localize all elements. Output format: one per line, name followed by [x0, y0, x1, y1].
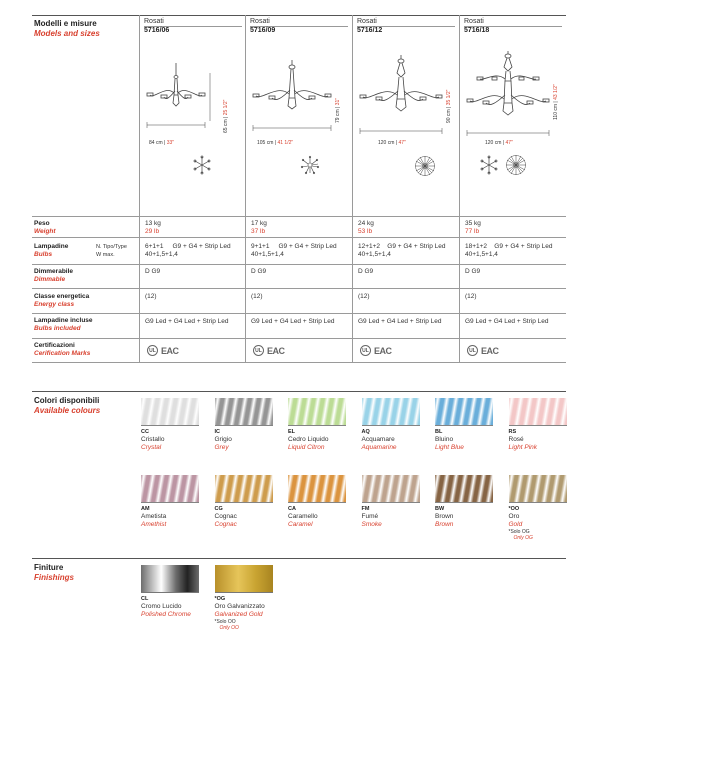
row-rule	[32, 362, 566, 363]
colour-en: Light Blue	[435, 444, 464, 451]
cert-marks	[467, 345, 499, 356]
row-rule	[32, 338, 566, 339]
finishes-rule	[32, 558, 566, 559]
finish-code: *OG	[214, 596, 226, 602]
finishes-header: Finiture Finishings	[34, 563, 74, 582]
cert-marks	[147, 345, 179, 356]
bulbs-value: 6+1+1 G9 + G4 + Strip Led 40+1,5+1,4	[145, 243, 231, 258]
colour-en: Caramel	[288, 521, 313, 528]
colour-sample	[141, 398, 199, 426]
ul-mark-icon: UL	[147, 345, 158, 356]
width-dimension: 84 cm | 33"	[149, 140, 175, 146]
eac-mark-icon: EAC	[374, 345, 392, 356]
ul-mark-icon: UL	[467, 345, 478, 356]
weight-value: 24 kg 53 lb	[358, 220, 374, 235]
row-label-cert: Certificazioni Cerification Marks	[34, 342, 91, 357]
energy-value: (12)	[145, 293, 157, 300]
column-rule	[352, 15, 353, 362]
included-value: G9 Led + G4 Led + Strip Led	[145, 318, 229, 325]
colour-sample	[215, 475, 273, 503]
table-top-rule	[32, 15, 566, 16]
eac-mark-icon: EAC	[267, 345, 285, 356]
colour-en: Brown	[435, 521, 454, 528]
colour-swatch-oo	[509, 475, 567, 541]
colour-code: BW	[435, 506, 445, 512]
weight-value: 13 kg 29 lb	[145, 220, 161, 235]
included-value: G9 Led + G4 Led + Strip Led	[251, 318, 335, 325]
chandelier-drawing	[357, 55, 449, 135]
energy-value: (12)	[465, 293, 477, 300]
plan-view-icon	[192, 155, 212, 177]
colour-swatch-bw	[435, 475, 493, 529]
row-label-included: Lampadine incluse Bulbs included	[34, 317, 93, 332]
colour-sample	[435, 475, 493, 503]
colour-code: FM	[361, 506, 370, 512]
chandelier-drawing	[144, 63, 224, 133]
colour-sample	[288, 398, 346, 426]
models-header-it: Modelli e misure	[34, 19, 97, 28]
colour-it: Fumé	[361, 513, 379, 520]
colour-swatch-el	[288, 398, 346, 452]
colour-swatch-rs	[509, 398, 567, 452]
finish-it: Cromo Lucido	[141, 603, 182, 610]
chandelier-drawing	[250, 60, 340, 135]
included-value: G9 Led + G4 Led + Strip Led	[465, 318, 549, 325]
colour-it: Bluino	[435, 436, 454, 443]
ul-mark-icon: UL	[360, 345, 371, 356]
models-table	[32, 15, 566, 362]
eac-mark-icon: EAC	[481, 345, 499, 356]
model-header: Rosati 5716/06	[144, 18, 242, 34]
finish-swatch-og	[215, 565, 273, 631]
dimmable-value: D G9	[358, 268, 374, 275]
model-header: Rosati 5716/12	[357, 18, 455, 34]
colour-sample	[288, 475, 346, 503]
colour-en: Cognac	[214, 521, 237, 528]
colour-it: Cognac	[214, 513, 237, 520]
row-label-weight: Peso Weight	[34, 220, 56, 235]
finish-code: CL	[141, 596, 149, 602]
height-dimension: 110 cm | 43 1/2"	[553, 84, 559, 120]
row-label-bulbs: Lampadine Bulbs	[34, 243, 69, 258]
colour-swatch-cg	[215, 475, 273, 529]
column-rule	[139, 15, 140, 362]
colour-it: Brown	[435, 513, 454, 520]
row-label-dimmable: Dimmerabile Dimmable	[34, 268, 74, 283]
eac-mark-icon: EAC	[161, 345, 179, 356]
colour-swatch-cc	[141, 398, 199, 452]
plan-view-icon	[300, 155, 320, 177]
colours-rule	[32, 391, 566, 392]
energy-value: (12)	[358, 293, 370, 300]
finish-swatch-cl	[141, 565, 199, 619]
colour-note: *Solo OG	[508, 529, 530, 535]
colour-code: CC	[141, 429, 149, 435]
models-header	[34, 19, 100, 39]
models-header-en: Models and sizes	[34, 29, 100, 38]
chandelier-drawing	[464, 51, 556, 136]
row-rule	[32, 288, 566, 289]
colour-code: CA	[288, 506, 296, 512]
bulbs-note: N. Tipo/Type W max.	[96, 244, 127, 258]
colour-sample	[362, 398, 420, 426]
model-header: Rosati 5716/18	[464, 18, 562, 34]
row-label-energy: Classe energetica Energy class	[34, 293, 90, 308]
colours-header: Colori disponibili Available colours	[34, 396, 101, 415]
finish-sample	[215, 565, 273, 593]
finish-en: Galvanized Gold	[214, 611, 263, 618]
colour-sample	[435, 398, 493, 426]
colour-en: Light Pink	[508, 444, 538, 451]
width-dimension: 105 cm | 41 1/2"	[257, 140, 294, 146]
width-dimension: 120 cm | 47"	[378, 140, 406, 146]
colour-code: RS	[508, 429, 517, 435]
plan-view-icon-lower	[505, 154, 527, 178]
colour-swatch-bl	[435, 398, 493, 452]
colour-en: Aquamarine	[361, 444, 397, 451]
colour-it: Ametista	[141, 513, 167, 520]
cert-marks	[253, 345, 285, 356]
colour-en: Smoke	[361, 521, 382, 528]
colour-en: Amethist	[141, 521, 167, 528]
plan-view-icon	[414, 155, 436, 179]
colour-it: Cristallo	[141, 436, 165, 443]
colour-it: Caramello	[288, 513, 318, 520]
colour-swatch-fm	[362, 475, 420, 529]
finish-en: Polished Chrome	[141, 611, 191, 618]
row-rule	[32, 237, 566, 238]
weight-value: 35 kg 77 lb	[465, 220, 481, 235]
ul-mark-icon: UL	[253, 345, 264, 356]
colour-it: Oro	[508, 513, 520, 520]
colour-it: Acquamare	[361, 436, 395, 443]
row-rule	[32, 313, 566, 314]
row-rule	[32, 264, 566, 265]
dimmable-value: D G9	[251, 268, 267, 275]
colour-en: Gold	[508, 521, 523, 528]
column-rule	[459, 15, 460, 362]
colour-code: AQ	[361, 429, 370, 435]
colour-swatch-ic	[215, 398, 273, 452]
colour-it: Cedro Liquido	[288, 436, 329, 443]
finish-note-en: Only OO	[219, 625, 239, 631]
colour-sample	[141, 475, 199, 503]
colour-en: Crystal	[141, 444, 162, 451]
colour-code: IC	[214, 429, 220, 435]
colour-code: BL	[435, 429, 443, 435]
height-dimension: 65 cm | 25 1/2"	[223, 99, 229, 133]
colour-sample	[215, 398, 273, 426]
included-value: G9 Led + G4 Led + Strip Led	[358, 318, 442, 325]
colour-code: AM	[141, 506, 150, 512]
colour-code: *OO	[508, 506, 520, 512]
height-dimension: 90 cm | 35 1/2"	[446, 89, 452, 123]
colour-sample	[509, 398, 567, 426]
colour-code: CG	[214, 506, 223, 512]
weight-value: 17 kg 37 lb	[251, 220, 267, 235]
dimmable-value: D G9	[145, 268, 161, 275]
colour-en: Grey	[214, 444, 229, 451]
colour-sample	[509, 475, 567, 503]
colour-code: EL	[288, 429, 296, 435]
bulbs-value: 12+1+2 G9 + G4 + Strip Led 40+1,5+1,4	[358, 243, 446, 258]
colour-swatch-aq	[362, 398, 420, 452]
colour-swatch-ca	[288, 475, 346, 529]
model-header: Rosati 5716/09	[250, 18, 348, 34]
colour-en: Liquid Citron	[288, 444, 325, 451]
energy-value: (12)	[251, 293, 263, 300]
width-dimension: 120 cm | 47"	[485, 140, 513, 146]
colour-it: Rosé	[508, 436, 524, 443]
finish-it: Oro Galvanizzato	[214, 603, 265, 610]
colour-it: Grigio	[214, 436, 232, 443]
bulbs-value: 18+1+2 G9 + G4 + Strip Led 40+1,5+1,4	[465, 243, 553, 258]
height-dimension: 79 cm | 31"	[335, 97, 341, 123]
column-rule	[245, 15, 246, 362]
finish-sample	[141, 565, 199, 593]
finish-note: *Solo OO	[214, 619, 236, 625]
colour-sample	[362, 475, 420, 503]
dimmable-value: D G9	[465, 268, 481, 275]
cert-marks	[360, 345, 392, 356]
colour-swatch-am	[141, 475, 199, 529]
bulbs-value: 9+1+1 G9 + G4 + Strip Led 40+1,5+1,4	[251, 243, 337, 258]
row-rule	[32, 216, 566, 217]
plan-view-icon-upper	[479, 155, 499, 177]
colour-note-en: Only OG	[513, 535, 533, 541]
